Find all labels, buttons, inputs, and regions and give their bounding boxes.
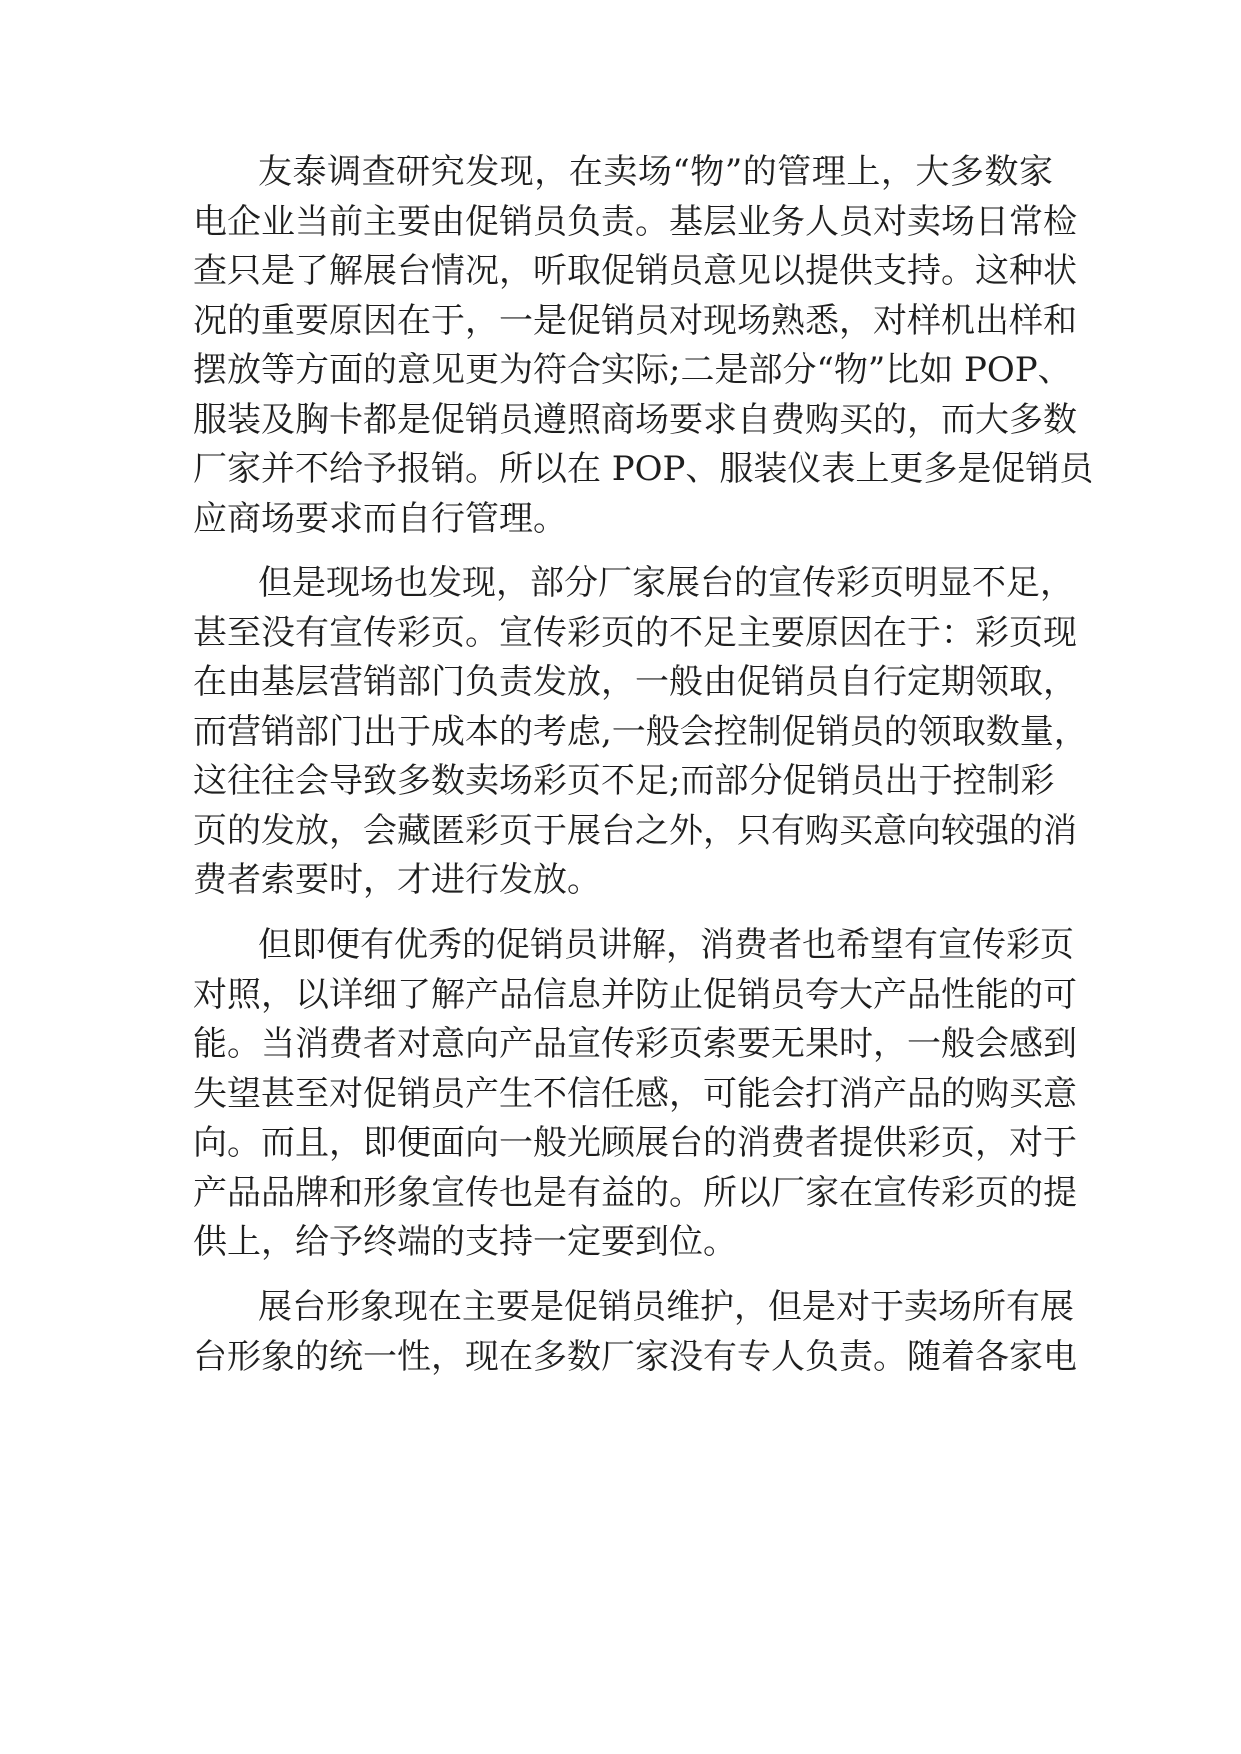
paragraph-1-line-5: 摆放等方面的意见更为符合实际;二是部分“物”比如 POP、 [193,350,1072,390]
paragraph-1-line-2: 电企业当前主要由促销员负责。基层业务人员对卖场日常检 [193,202,1077,242]
paragraph-1-line-8: 应商场要求而自行管理。 [193,499,567,539]
paragraph-1-line-1: 友泰调查研究发现，在卖场“物”的管理上，大多数家 [258,152,1053,192]
paragraph-2-line-5: 这往往会导致多数卖场彩页不足;而部分促销员出于控制彩 [193,761,1055,801]
paragraph-2-line-3: 在由基层营销部门负责发放，一般由促销员自行定期领取， [193,662,1077,702]
paragraph-3-line-2: 对照，以详细了解产品信息并防止促销员夸大产品性能的可 [193,975,1077,1015]
paragraph-2-line-4: 而营销部门出于成本的考虑,一般会控制促销员的领取数量， [193,712,1088,752]
paragraph-4-line-1: 展台形象现在主要是促销员维护，但是对于卖场所有展 [258,1287,1074,1327]
paragraph-3-line-4: 失望甚至对促销员产生不信任感，可能会打消产品的购买意 [193,1074,1077,1114]
paragraph-4-line-2: 台形象的统一性，现在多数厂家没有专人负责。随着各家电 [193,1337,1077,1377]
paragraph-2-line-1: 但是现场也发现，部分厂家展台的宣传彩页明显不足， [258,563,1074,603]
paragraph-3-line-1: 但即便有优秀的促销员讲解，消费者也希望有宣传彩页 [258,925,1074,965]
paragraph-3-line-6: 产品品牌和形象宣传也是有益的。所以厂家在宣传彩页的提 [193,1173,1077,1213]
paragraph-1-line-6: 服装及胸卡都是促销员遵照商场要求自费购买的，而大多数 [193,400,1077,440]
paragraph-1-line-3: 查只是了解展台情况，听取促销员意见以提供支持。这种状 [193,251,1077,291]
paragraph-2-line-6: 页的发放，会藏匿彩页于展台之外，只有购买意向较强的消 [193,811,1077,851]
paragraph-1-line-7: 厂家并不给予报销。所以在 POP、服装仪表上更多是促销员 [193,449,1094,489]
paragraph-2-line-2: 甚至没有宣传彩页。宣传彩页的不足主要原因在于：彩页现 [193,613,1077,653]
paragraph-1-line-4: 况的重要原因在于，一是促销员对现场熟悉，对样机出样和 [193,301,1077,341]
paragraph-2-line-7: 费者索要时，才进行发放。 [193,860,601,900]
paragraph-3-line-5: 向。而且，即便面向一般光顾展台的消费者提供彩页，对于 [193,1123,1077,1163]
paragraph-3-line-7: 供上，给予终端的支持一定要到位。 [193,1222,737,1262]
paragraph-3-line-3: 能。当消费者对意向产品宣传彩页索要无果时，一般会感到 [193,1024,1077,1064]
